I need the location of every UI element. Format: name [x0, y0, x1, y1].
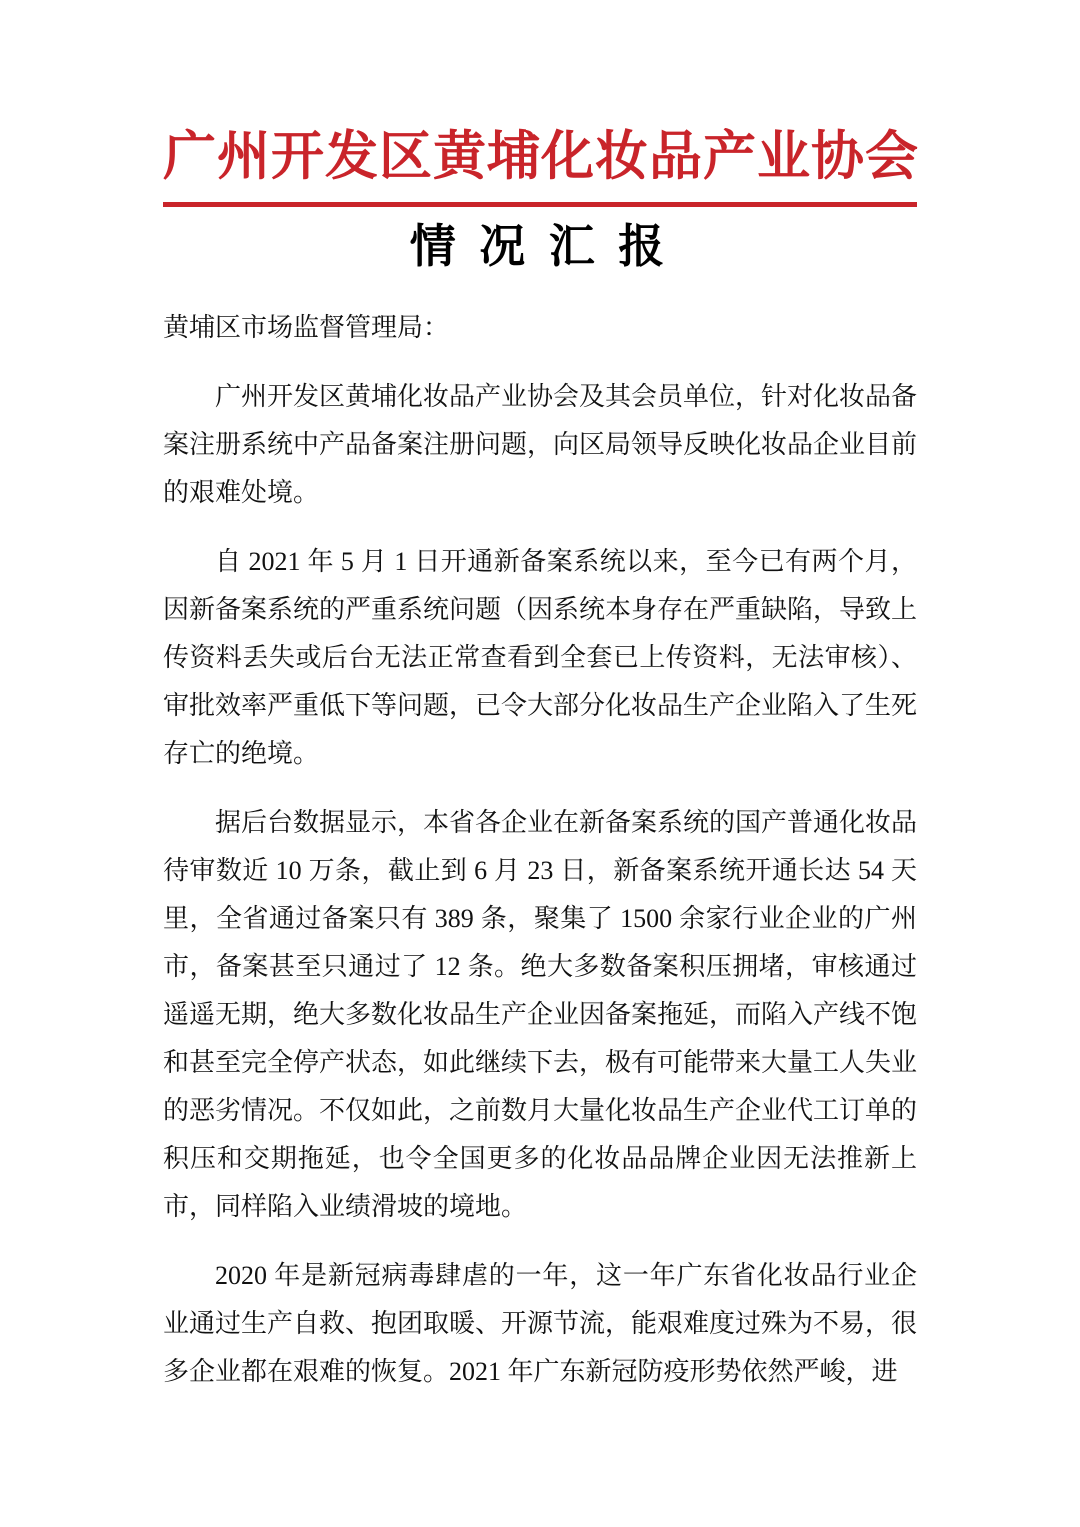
organization-title: 广州开发区黄埔化妆品产业协会: [163, 128, 919, 186]
document-title: 情 况 汇 报: [409, 221, 671, 272]
body-paragraph-2: 自 2021 年 5 月 1 日开通新备案系统以来，至今已有两个月，因新备案系统的严重系统问题（因系统本身存在严重缺陷，导致上传资料丢失或后台无法正常查看到全套已上传资料，无法审核）、审批效率严重低下等问题，已令大部分化妆品生产企业陷入了生死存亡的绝境。: [163, 547, 918, 768]
body-paragraph-4: 2020 年是新冠病毒肆虐的一年，这一年广东省化妆品行业企业通过生产自救、抱团取暖、开源节流，能艰难度过殊为不易，很多企业都在艰难的恢复。2021 年广东新冠防疫形势依然严峻，进: [163, 1261, 918, 1386]
body-paragraph-3: 据后台数据显示，本省各企业在新备案系统的国产普通化妆品待审数近 10 万条，截止到 6 月 23 日，新备案系统开通长达 54 天里，全省通过备案只有 389 条，聚集了 1500 余家行业企业的广州市，备案甚至只通过了 12 条。绝大多数备案积压拥堵，审核通过遥遥无期，绝大多数化妆品生产企业因备案拖延，而陷入产线不饱和甚至完全停产状态，如此继续下去，极有可能带来大量工人失业的恶劣情况。不仅如此，之前数月大量化妆品生产企业代工订单的积压和交期拖延，也令全国更多的化妆品品牌企业因无法推新上市，同样陷入业绩滑坡的境地。: [163, 808, 918, 1221]
salutation: 黄埔区市场监督管理局：: [163, 313, 450, 342]
body-paragraph-1: 广州开发区黄埔化妆品产业协会及其会员单位，针对化妆品备案注册系统中产品备案注册问题，向区局领导反映化妆品企业目前的艰难处境。: [163, 382, 918, 507]
title-divider-rule: [163, 202, 917, 207]
